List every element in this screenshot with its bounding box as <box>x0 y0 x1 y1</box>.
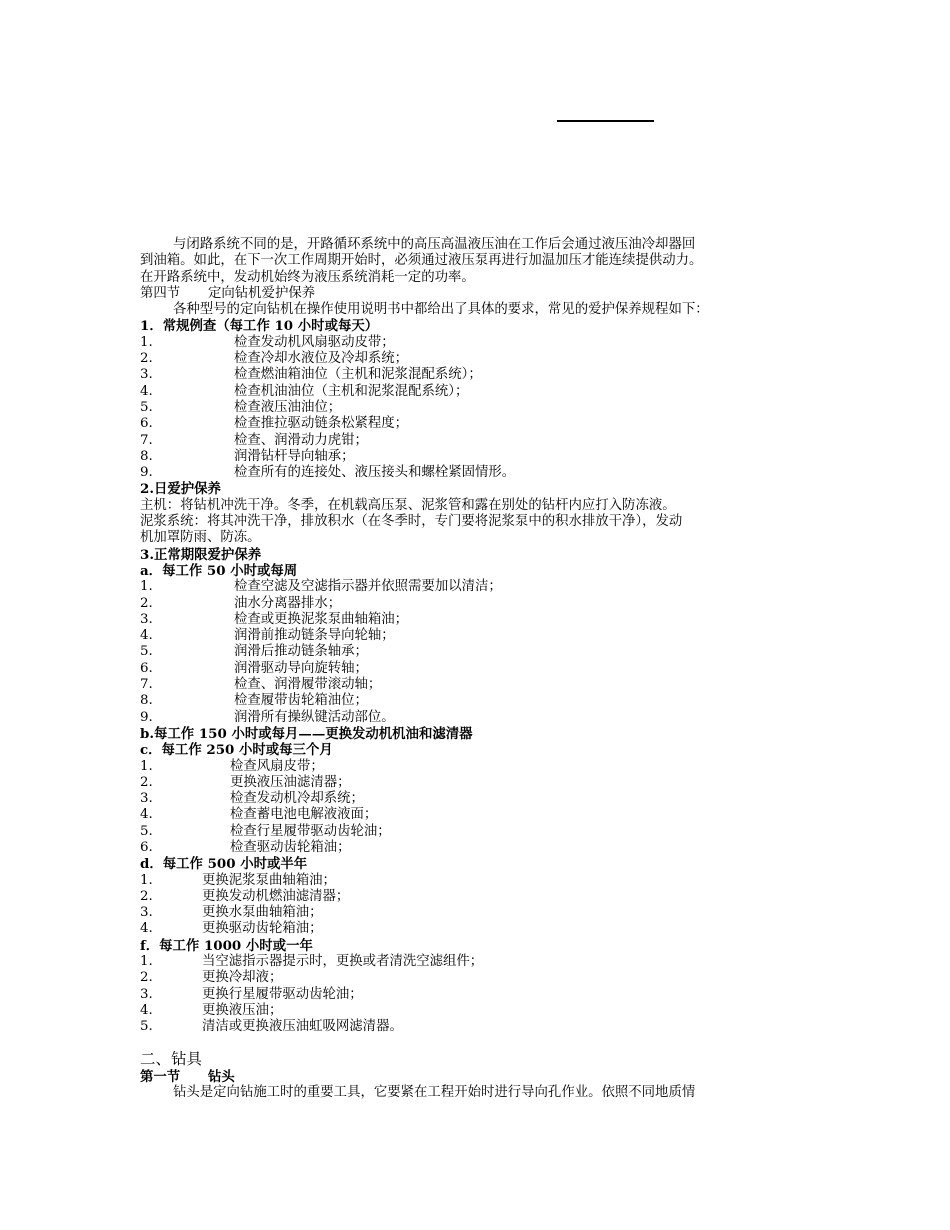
list-item <box>140 1019 820 1035</box>
item-text: 油水分离器排水； <box>234 595 342 611</box>
list-item <box>140 433 820 449</box>
periodic-f-list <box>140 954 820 1035</box>
item-text: 检查空滤及空滤指示器并依照需要加以清洁； <box>234 579 502 595</box>
item-number: 5. <box>140 399 153 415</box>
item-text: 更换驱动齿轮箱油； <box>202 921 323 937</box>
item-number: 3. <box>140 986 153 1002</box>
periodic-b-heading: b.每工作 150 小时或每月——更换发动机机油和滤清器 <box>140 725 473 742</box>
item-number: 6. <box>140 839 153 855</box>
routine-heading: 1．常规例查（每工作 10 小时或每天） <box>140 318 379 335</box>
item-text: 检查或更换泥浆泵曲轴箱油； <box>234 611 409 627</box>
list-item <box>140 759 820 775</box>
periodic-a-heading: a．每工作 50 小时或每周 <box>140 562 298 579</box>
item-number: 3. <box>140 611 153 627</box>
item-number: 9. <box>140 709 153 725</box>
item-number: 5. <box>140 644 153 660</box>
section4-label: 第四节 <box>140 285 181 301</box>
list-item <box>140 384 820 400</box>
item-text: 检查驱动齿轮箱油； <box>230 839 351 855</box>
list-item <box>140 791 820 807</box>
chapter2-section1-title: 钻头 <box>208 1068 235 1085</box>
list-item <box>140 400 820 416</box>
item-number: 8. <box>140 693 153 709</box>
item-text: 检查发动机冷却系统； <box>230 791 364 807</box>
intro-line-3: 在开路系统中，发动机始终为液压系统消耗一定的功率。 <box>140 269 475 285</box>
list-item <box>140 889 820 905</box>
item-text: 润滑后推动链条轴承； <box>234 644 368 660</box>
item-text: 检查、润滑动力虎钳； <box>234 432 368 448</box>
item-number: 4. <box>140 1002 153 1018</box>
item-text: 当空滤指示器提示时，更换或者清洗空滤组件； <box>202 954 484 970</box>
list-item <box>140 628 820 644</box>
daily-mud-2: 机加罩防雨、防冻。 <box>140 530 261 546</box>
periodic-a-list <box>140 579 820 726</box>
list-item <box>140 596 820 612</box>
list-item <box>140 954 820 970</box>
intro-line-1: 与闭路系统不同的是，开路循环系统中的高压高温液压油在工作后会通过液压油冷却器回 <box>173 237 696 252</box>
item-text: 检查推拉驱动链条松紧程度； <box>234 416 409 432</box>
item-text: 清洁或更换液压油虹吸网滤清器。 <box>202 1019 403 1035</box>
item-number: 4. <box>140 807 153 823</box>
list-item <box>140 905 820 921</box>
item-number: 5. <box>140 823 153 839</box>
header-rule <box>557 120 654 122</box>
item-number: 7. <box>140 677 153 693</box>
item-text: 更换泥浆泵曲轴箱油； <box>202 872 336 888</box>
item-number: 1. <box>140 872 153 888</box>
item-number: 3. <box>140 367 153 383</box>
list-item <box>140 824 820 840</box>
item-number: 5. <box>140 1019 153 1035</box>
item-number: 4. <box>140 921 153 937</box>
list-item <box>140 921 820 937</box>
list-item <box>140 840 820 856</box>
item-text: 检查风扇皮带； <box>230 758 324 774</box>
list-item <box>140 807 820 823</box>
list-item <box>140 335 820 351</box>
item-text: 润滑钻杆导向轴承； <box>234 448 355 464</box>
item-text: 更换行星履带驱动齿轮油； <box>202 986 363 1002</box>
list-item <box>140 465 820 481</box>
item-text: 检查液压油油位； <box>234 399 342 415</box>
item-number: 2. <box>140 774 153 790</box>
item-text: 检查燃油箱油位（主机和泥浆混配系统）； <box>234 367 482 383</box>
list-item <box>140 677 820 693</box>
list-item <box>140 775 820 791</box>
item-number: 6. <box>140 660 153 676</box>
item-number: 1. <box>140 334 153 350</box>
list-item <box>140 579 820 595</box>
item-number: 2. <box>140 970 153 986</box>
list-item <box>140 970 820 986</box>
daily-mud-1: 泥浆系统：将其冲洗干净，排放积水（在冬季时，专门要将泥浆泵中的积水排放干净），发动 <box>140 514 683 530</box>
item-number: 1. <box>140 758 153 774</box>
item-number: 8. <box>140 448 153 464</box>
item-text: 润滑前推动链条导向轮轴； <box>234 628 395 644</box>
chapter2-text: 钻头是定向钻施工时的重要工具，它要紧在工程开始时进行导向孔作业。依照不同地质情 <box>173 1084 696 1100</box>
document-body <box>140 237 820 1101</box>
item-text: 检查发动机风扇驱动皮带； <box>234 334 395 350</box>
list-item <box>140 1003 820 1019</box>
list-item <box>140 873 820 889</box>
chapter2-section1-heading <box>140 1069 820 1085</box>
item-number: 2. <box>140 595 153 611</box>
list-item <box>140 612 820 628</box>
list-item <box>140 416 820 432</box>
item-text: 检查蓄电池电解液液面； <box>230 807 378 823</box>
item-text: 检查行星履带驱动齿轮油； <box>230 823 391 839</box>
item-number: 2. <box>140 888 153 904</box>
item-number: 7. <box>140 432 153 448</box>
item-text: 检查所有的连接处、液压接头和螺栓紧固情形。 <box>234 465 516 481</box>
item-number: 4. <box>140 628 153 644</box>
item-text: 检查、润滑履带滚动轴； <box>234 677 382 693</box>
section4-title: 定向钻机爱护保养 <box>208 285 316 301</box>
item-text: 检查机油油位（主机和泥浆混配系统）； <box>234 383 469 399</box>
periodic-d-list <box>140 873 820 938</box>
list-item <box>140 449 820 465</box>
item-text: 润滑所有操纵键活动部位。 <box>234 709 395 725</box>
item-text: 润滑驱动导向旋转轴； <box>234 660 368 676</box>
list-item <box>140 661 820 677</box>
periodic-c-list <box>140 759 820 857</box>
list-item <box>140 710 820 726</box>
item-number: 3. <box>140 791 153 807</box>
section4-heading <box>140 286 820 302</box>
chapter2-section1-label: 第一节 <box>140 1068 181 1085</box>
item-text: 更换发动机燃油滤清器； <box>202 888 350 904</box>
list-item <box>140 987 820 1003</box>
item-number: 1. <box>140 579 153 595</box>
item-text: 更换液压油； <box>202 1002 283 1018</box>
item-number: 9. <box>140 465 153 481</box>
item-text: 更换液压油滤清器； <box>230 774 351 790</box>
list-item <box>140 351 820 367</box>
list-item <box>140 644 820 660</box>
routine-list <box>140 335 820 482</box>
item-number: 4. <box>140 383 153 399</box>
periodic-d-heading: d．每工作 500 小时或半年 <box>140 856 308 873</box>
list-item <box>140 693 820 709</box>
item-text: 检查履带齿轮箱油位； <box>234 693 368 709</box>
periodic-f-heading: f．每工作 1000 小时或一年 <box>140 937 313 954</box>
item-text: 更换水泵曲轴箱油； <box>202 905 323 921</box>
periodic-c-heading: c．每工作 250 小时或每三个月 <box>140 742 333 759</box>
item-text: 更换冷却液； <box>202 970 283 986</box>
item-number: 2. <box>140 351 153 367</box>
item-text: 检查冷却水液位及冷却系统； <box>234 351 409 367</box>
list-item <box>140 367 820 383</box>
intro-line-2: 到油箱。如此，在下一次工作周期开始时，必须通过液压泵再进行加温加压才能连续提供动力。 <box>140 253 703 269</box>
item-number: 1. <box>140 954 153 970</box>
section4-intro: 各种型号的定向钻机在操作使用说明书中都给出了具体的要求，常见的爱护保养规程如下： <box>173 302 709 318</box>
item-number: 3. <box>140 905 153 921</box>
daily-main: 主机：将钻机冲洗干净。冬季，在机载高压泵、泥浆管和露在别处的钻杆内应打入防冻液。 <box>140 497 676 513</box>
chapter2-title: 二、钻具 <box>140 1049 203 1068</box>
item-number: 6. <box>140 416 153 432</box>
daily-heading: 2.日爱护保养 <box>140 481 221 498</box>
periodic-heading: 3.正常期限爱护保养 <box>140 546 262 563</box>
